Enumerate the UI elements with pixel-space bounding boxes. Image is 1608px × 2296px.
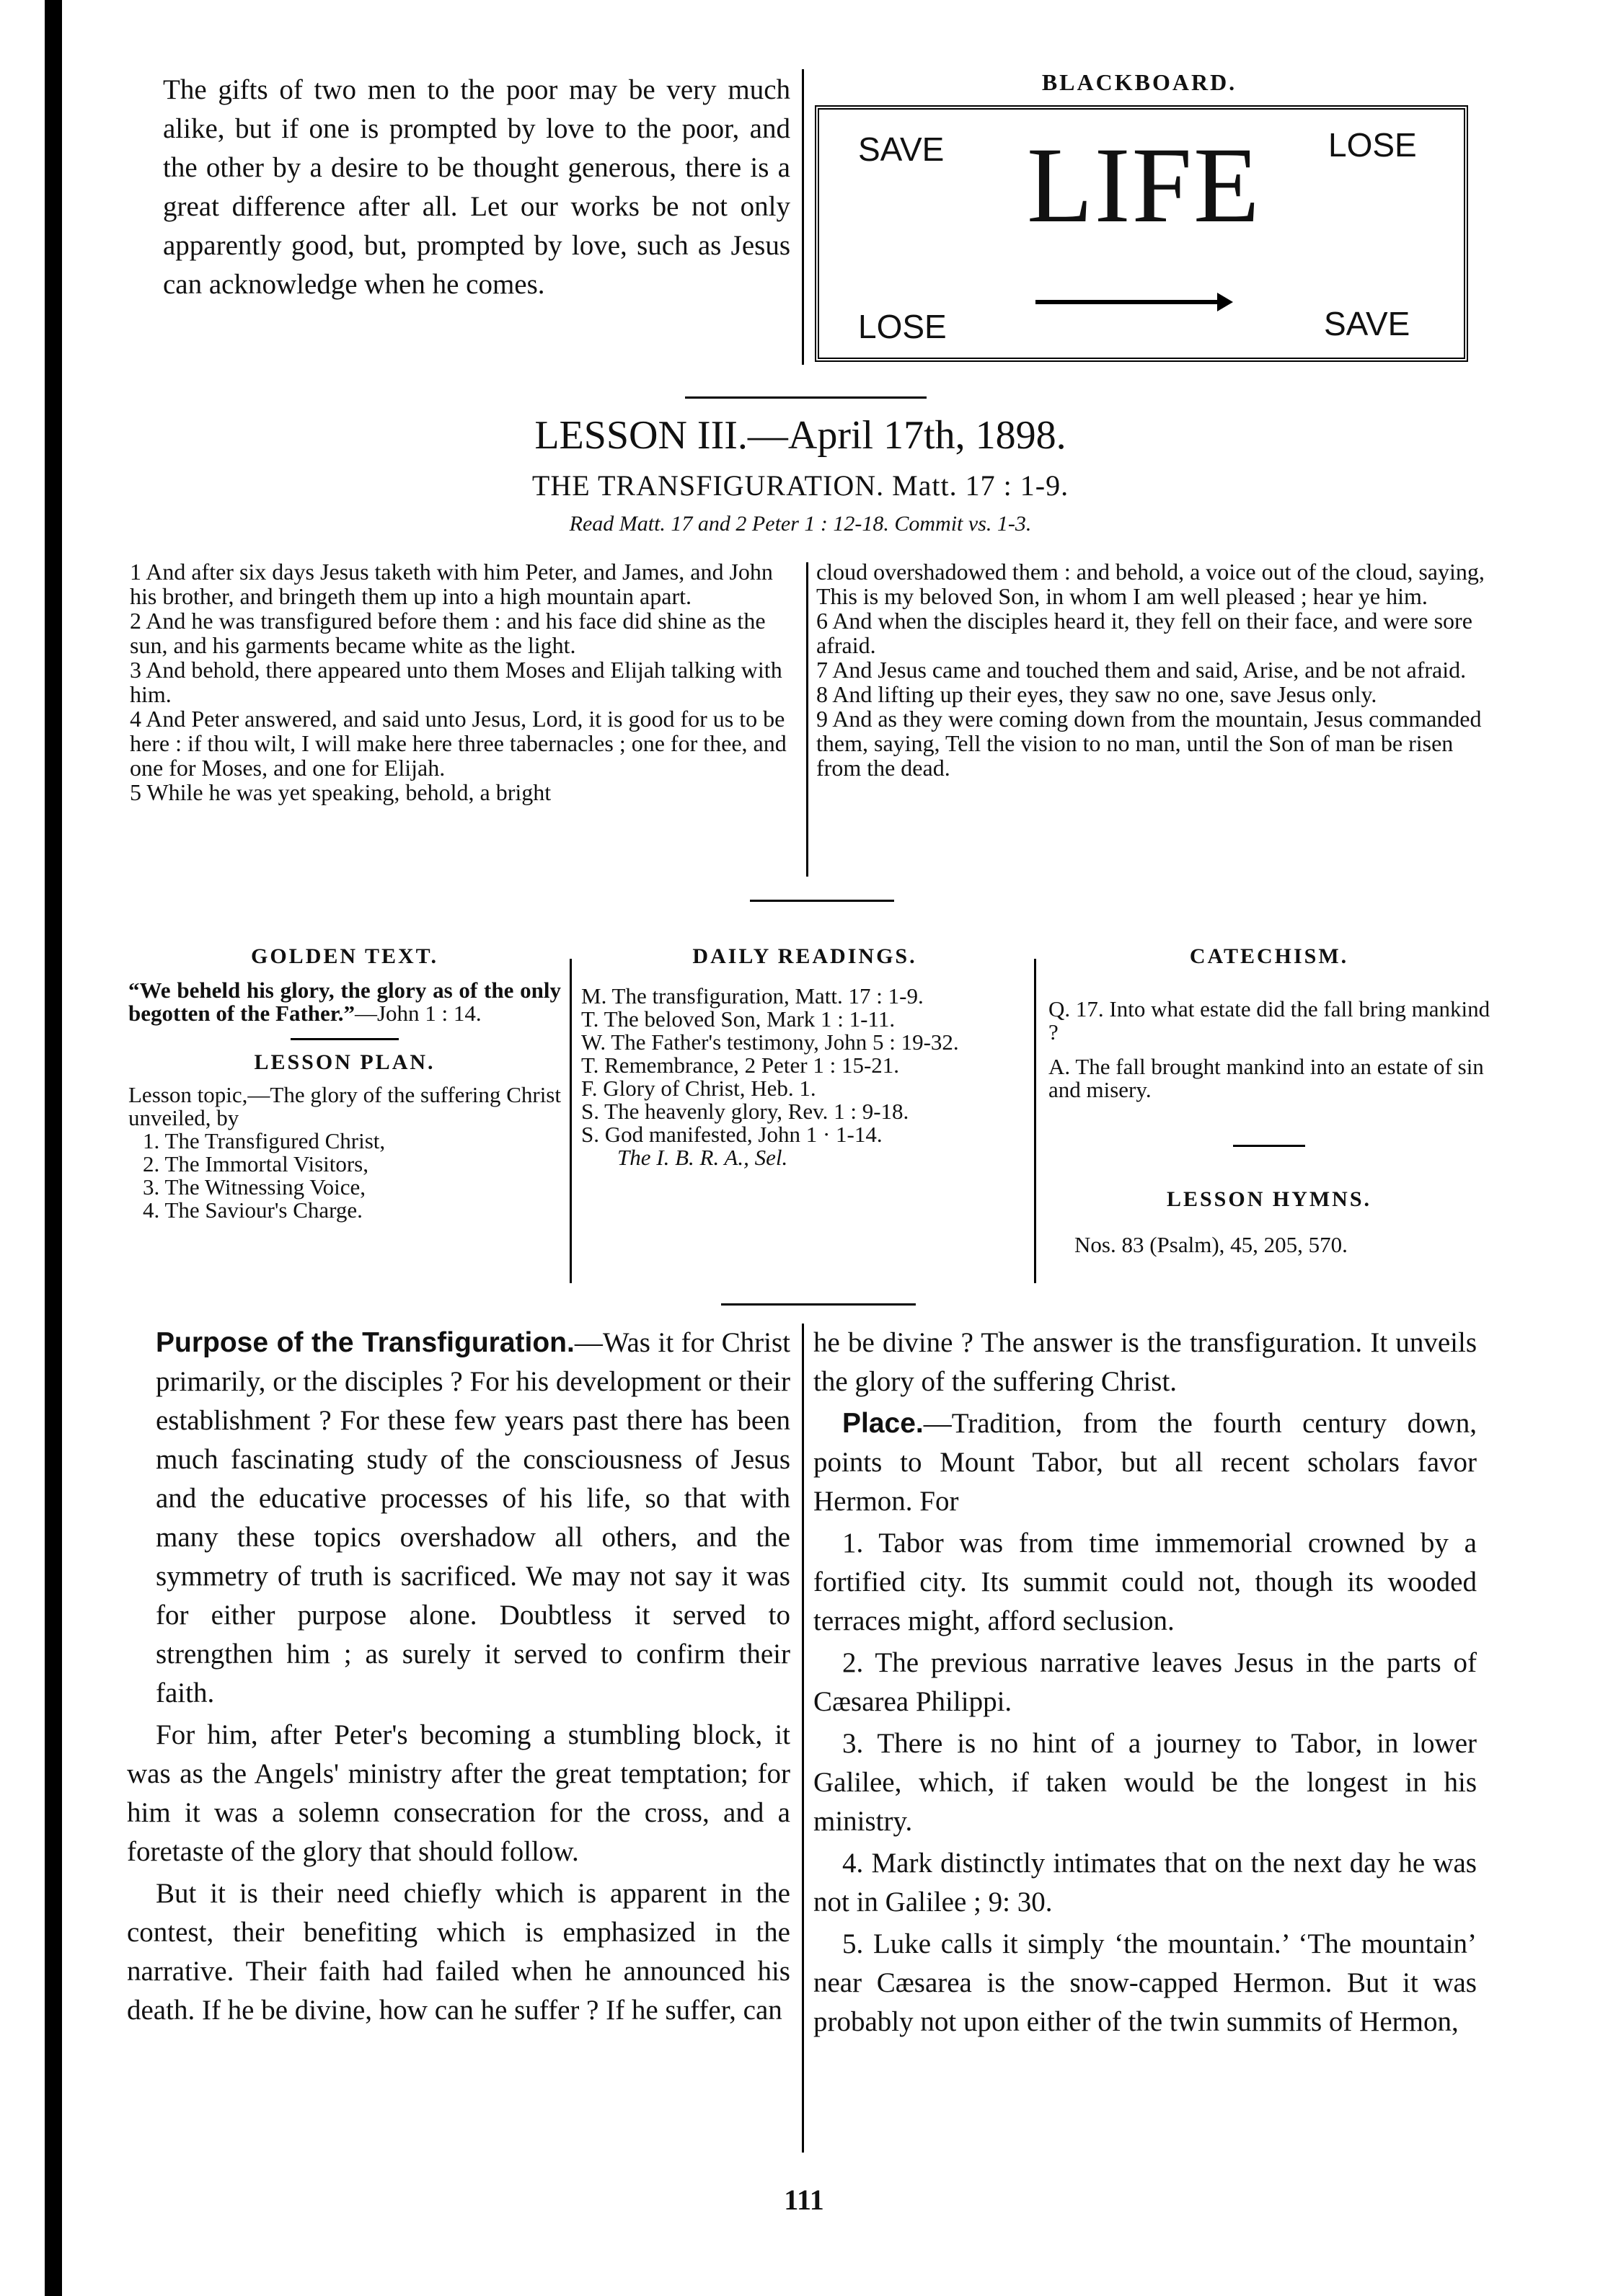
divider (685, 396, 927, 399)
catechism-answer: A. The fall brought mankind into an estate of sin and misery. (1048, 1054, 1484, 1102)
daily-readings-source: The I. B. R. A., Sel. (617, 1145, 788, 1170)
verse: 9 And as they were coming down from the mountain, Jesus commanded them, saying, Tell the vision to no man, until the Son of man be risen from the dead. (816, 706, 1482, 781)
intro-paragraph: The gifts of two men to the poor may be very much alike, but if one is prompted by love to the poor, and the other by a desire to be thought generous, there is a great difference after all. Let our works be not only apparently good, but, prompted by love, such as Jesus can acknowledge when he comes. (163, 74, 790, 300)
blackboard-lose-top: LOSE (1328, 126, 1417, 164)
body-right-column (813, 1324, 1477, 2044)
catechism-question: Q. 17. Into what estate did the fall bring mankind ? (1048, 996, 1490, 1045)
body-paragraph: he be divine ? The answer is the transfiguration. It unveils the glory of the suffering Christ. (813, 1327, 1477, 1397)
daily-readings-box (581, 944, 1028, 1169)
blackboard-lose-bottom: LOSE (858, 308, 947, 345)
column-divider (806, 562, 808, 877)
lesson-hymns-text: Nos. 83 (Psalm), 45, 205, 570. (1074, 1232, 1348, 1257)
blackboard-life-rest: IFE (1094, 125, 1261, 245)
golden-text-heading: GOLDEN TEXT. (251, 944, 438, 968)
blackboard-box (815, 105, 1468, 362)
column-divider (802, 69, 804, 365)
daily-readings-heading: DAILY READINGS. (692, 944, 917, 968)
column-divider (802, 1324, 804, 2153)
body-paragraph: But it is their need chiefly which is apparent in the contest, their benefiting which is emphasized in the narrative. Their faith had failed when he announced his death. If he be divine, how can he suffer ? If he suffer, can (127, 1878, 790, 2026)
body-left-column (127, 1324, 790, 2033)
divider (291, 1038, 399, 1040)
catechism-heading: CATECHISM. (1189, 944, 1349, 968)
verse: 1 And after six days Jesus taketh with him Peter, and James, and John his brother, and bringeth them up into a high mountain apart. (130, 559, 773, 609)
divider (1233, 1145, 1305, 1147)
golden-text-body (128, 979, 561, 1025)
verse: 5 While he was yet speaking, behold, a bright (130, 779, 552, 805)
list-item: M. The transfiguration, Matt. 17 : 1-9. (581, 983, 924, 1009)
list-item: 5. Luke calls it simply ‘the mountain.’ ‘The mountain’ near Cæsarea is the snow-capped Hermon. But it was probably not upon either of the twin summits of Hermon, (813, 1928, 1477, 2037)
lesson-subtitle: THE TRANSFIGURATION. Matt. 17 : 1-9. (531, 469, 1069, 502)
list-item: W. The Father's testimony, John 5 : 19-32. (581, 1029, 959, 1055)
catechism-box (1046, 944, 1493, 1256)
list-item: 1. The Transfigured Christ, (143, 1128, 386, 1153)
golden-text-box (128, 944, 561, 1222)
list-item: 4. Mark distinctly intimates that on the next day he was not in Galilee ; 9: 30. (813, 1848, 1477, 1918)
list-item: 2. The previous narrative leaves Jesus in the parts of Cæsarea Philippi. (813, 1647, 1477, 1717)
blackboard-save-bottom: SAVE (1324, 305, 1410, 342)
section-heading-place: Place. (842, 1408, 924, 1439)
list-item: 4. The Saviour's Charge. (143, 1197, 363, 1223)
verse: 6 And when the disciples heard it, they fell on their face, and were sore afraid. (816, 608, 1472, 658)
scripture-left-column (130, 559, 800, 805)
list-item: 2. The Immortal Visitors, (143, 1151, 368, 1176)
body-paragraph: —Was it for Christ primarily, or the disciples ? For his development or their establishment ? For these few years past there has been much fascinating study of the consciousness of Jesus and the educative processes of his life, so that with many these topics overshadow all others, and the symmetry of truth is sacrificed. We may not say it was for either purpose alone. Doubtless it served to strengthen him ; as surely it served to confirm their faith. (156, 1327, 790, 1708)
blackboard-life-initial: L (1027, 125, 1095, 245)
verse: 7 And Jesus came and touched them and said, Arise, and be not afraid. (816, 657, 1467, 683)
verse: 3 And behold, there appeared unto them Moses and Elijah talking with him. (130, 657, 782, 707)
body-paragraph: For him, after Peter's becoming a stumbling block, it was as the Angels' ministry after the great temptation; for him it was a solemn consecration for the cross, and a foretaste of the glory that should follow. (127, 1719, 790, 1867)
verse: 2 And he was transfigured before them : and his face did shine as the sun, and his garments became white as the light. (130, 608, 766, 658)
blackboard-life (1027, 125, 1261, 245)
list-item: F. Glory of Christ, Heb. 1. (581, 1076, 816, 1101)
verse: 8 And lifting up their eyes, they saw no one, save Jesus only. (816, 681, 1377, 707)
lesson-plan-list (128, 1130, 561, 1222)
page-binding-edge (45, 0, 62, 2296)
golden-text-reference: —John 1 : 14. (354, 1001, 482, 1026)
list-item: T. The beloved Son, Mark 1 : 1-11. (581, 1006, 896, 1032)
list-item: 3. There is no hint of a journey to Tabor, in lower Galilee, which, if taken would be the longest in his ministry. (813, 1728, 1477, 1837)
column-divider (1034, 959, 1036, 1283)
blackboard-title: BLACKBOARD. (1041, 69, 1237, 95)
list-item: S. The heavenly glory, Rev. 1 : 9-18. (581, 1099, 909, 1124)
divider (721, 1303, 916, 1306)
page-number: 111 (784, 2184, 824, 2216)
lesson-plan-heading: LESSON PLAN. (254, 1050, 436, 1074)
section-heading-purpose: Purpose of the Transfiguration. (156, 1327, 575, 1358)
lesson-reading: Read Matt. 17 and 2 Peter 1 : 12-18. Commit vs. 1-3. (569, 512, 1032, 536)
arrow-icon (1035, 300, 1223, 304)
verse: 4 And Peter answered, and said unto Jesus, Lord, it is good for us to be here : if thou wilt, I will make here three tabernacles ; one for thee, and one for Moses, and one for Elijah. (130, 706, 787, 781)
list-item: 3. The Witnessing Voice, (143, 1174, 366, 1200)
divider (750, 900, 894, 902)
lesson-hymns-heading: LESSON HYMNS. (1166, 1187, 1372, 1211)
golden-text-quote: “We beheld his glory, the glory as of the only begotten of the Father.” (128, 978, 561, 1026)
blackboard-save-top: SAVE (858, 130, 945, 168)
lesson-plan-intro: Lesson topic,—The glory of the suffering Christ unveiled, by (128, 1082, 561, 1130)
scripture-right-column (816, 559, 1494, 780)
list-item: 1. Tabor was from time immemorial crowned by a fortified city. Its summit could not, though its wooded terraces might, afford seclusion. (813, 1528, 1477, 1636)
list-item: T. Remembrance, 2 Peter 1 : 15-21. (581, 1052, 900, 1078)
daily-readings-list (581, 985, 1028, 1169)
lesson-title: LESSON III.—April 17th, 1898. (534, 413, 1066, 458)
verse: cloud overshadowed them : and behold, a voice out of the cloud, saying, This is my beloved Son, in whom I am well pleased ; hear ye him. (816, 559, 1485, 609)
body-paragraph: —Tradition, from the fourth century down, points to Mount Tabor, but all recent scholars favor Hermon. For (813, 1408, 1477, 1517)
list-item: S. God manifested, John 1 · 1-14. (581, 1122, 883, 1147)
column-divider (570, 959, 572, 1283)
